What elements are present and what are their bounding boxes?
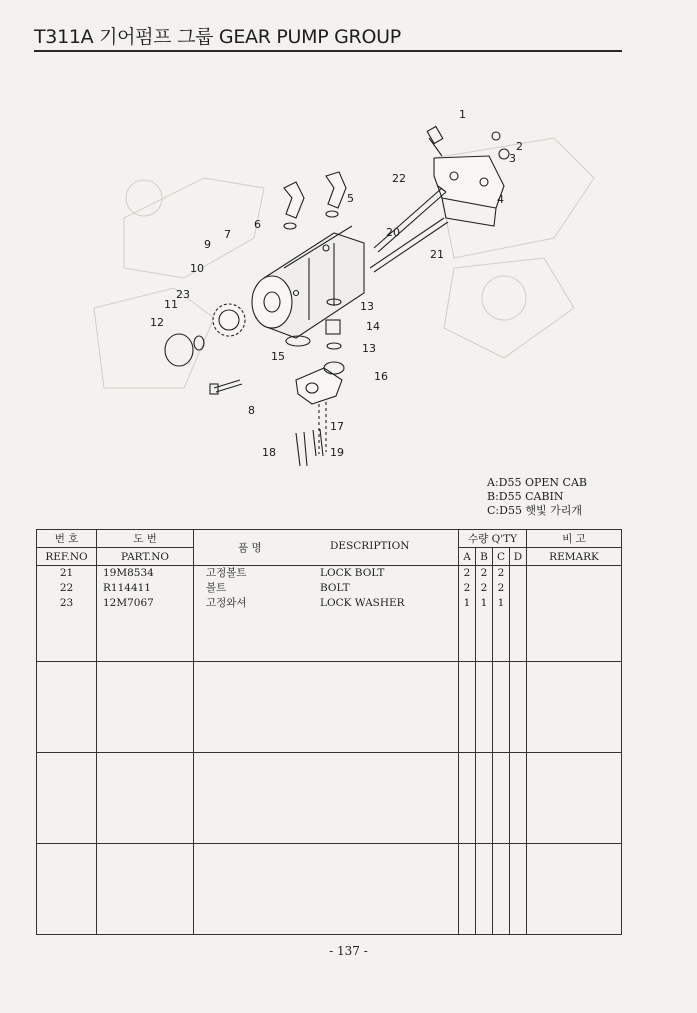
blank-row <box>37 692 622 707</box>
blank-row <box>37 813 622 828</box>
row-name-kr: 고정와셔 <box>206 597 247 609</box>
header-name-kr: 품 명 <box>238 542 262 554</box>
seal-12-11 <box>165 334 204 366</box>
row-ref: 22 <box>37 581 97 596</box>
row-qty-b: 1 <box>476 596 493 611</box>
callout-17: 17 <box>330 420 344 433</box>
header-part-kr: 도 번 <box>97 530 194 548</box>
row-part-no: R114411 <box>97 581 194 596</box>
row-description <box>194 566 459 582</box>
blank-row <box>37 859 622 874</box>
table-row <box>37 581 622 596</box>
row-qty-d <box>510 566 527 582</box>
blank-row <box>37 722 622 737</box>
callout-20: 20 <box>386 226 400 239</box>
table-row <box>37 596 622 611</box>
callout-13b: 13 <box>362 342 376 355</box>
parts-table <box>36 529 622 935</box>
exploded-diagram <box>34 58 622 478</box>
callout-23: 23 <box>176 288 190 301</box>
callout-1: 1 <box>459 108 466 121</box>
row-ref: 21 <box>37 566 97 582</box>
header-remark-kr: 비 고 <box>527 530 622 548</box>
callout-12: 12 <box>150 316 164 329</box>
mounting-bracket <box>427 126 509 226</box>
callout-9: 9 <box>204 238 211 251</box>
legend-c: C:D55 햇빛 가리개 <box>487 504 583 517</box>
callout-14: 14 <box>366 320 380 333</box>
row-part-no: 12M7067 <box>97 596 194 611</box>
header-ref-kr: 번 호 <box>37 530 97 548</box>
callout-13a: 13 <box>360 300 374 313</box>
callout-2: 2 <box>516 140 523 153</box>
header-qty-c: C <box>493 548 510 566</box>
callout-4: 4 <box>497 193 504 206</box>
callout-15: 15 <box>271 350 285 363</box>
header-qty-b: B <box>476 548 493 566</box>
blank-row <box>37 783 622 798</box>
page-title: T311A 기어펌프 그룹 GEAR PUMP GROUP <box>34 26 401 48</box>
callout-21: 21 <box>430 248 444 261</box>
row-qty-a: 2 <box>459 581 476 596</box>
blank-row <box>37 677 622 692</box>
rod-22 <box>374 186 446 252</box>
blank-row <box>37 904 622 919</box>
row-qty-a: 2 <box>459 566 476 582</box>
model-legend <box>487 476 587 518</box>
callout-8: 8 <box>248 404 255 417</box>
pump-body <box>252 226 364 338</box>
table-row <box>37 566 622 582</box>
row-name-kr: 고정볼트 <box>206 567 247 579</box>
blank-row <box>37 828 622 844</box>
header-desc-en: DESCRIPTION <box>330 540 410 552</box>
blank-row <box>37 626 622 641</box>
blank-row <box>37 611 622 626</box>
row-qty-b: 2 <box>476 566 493 582</box>
blank-row <box>37 641 622 662</box>
row-name-kr: 볼트 <box>206 582 227 594</box>
bolt-8 <box>210 380 242 394</box>
callout-5: 5 <box>347 192 354 205</box>
rod-21 <box>370 218 448 272</box>
blank-row <box>37 889 622 904</box>
row-remark <box>527 566 622 582</box>
row-qty-c: 1 <box>493 596 510 611</box>
row-qty-d <box>510 581 527 596</box>
row-desc-en: BOLT <box>320 582 350 594</box>
page-number: - 137 - <box>329 944 368 958</box>
header-qty-a: A <box>459 548 476 566</box>
header-qty: 수량 Q'TY <box>459 530 527 548</box>
row-qty-d <box>510 596 527 611</box>
callout-6: 6 <box>254 218 261 231</box>
blank-row <box>37 798 622 813</box>
header-remark-en: REMARK <box>527 548 622 566</box>
row-qty-c: 2 <box>493 581 510 596</box>
callout-19: 19 <box>330 446 344 459</box>
row-description <box>194 596 459 611</box>
row-remark <box>527 581 622 596</box>
header-description <box>194 530 459 566</box>
row-qty-b: 2 <box>476 581 493 596</box>
gear-23 <box>213 304 245 336</box>
row-description <box>194 581 459 596</box>
callout-11: 11 <box>164 298 178 311</box>
callout-22: 22 <box>392 172 406 185</box>
legend-b: B:D55 CABIN <box>487 490 564 503</box>
row-desc-en: LOCK BOLT <box>320 567 385 579</box>
elbow-fittings <box>284 172 346 229</box>
callout-16: 16 <box>374 370 388 383</box>
row-qty-c: 2 <box>493 566 510 582</box>
row-remark <box>527 596 622 611</box>
blank-row <box>37 753 622 769</box>
blank-row <box>37 707 622 722</box>
blank-row <box>37 919 622 935</box>
blank-row <box>37 768 622 783</box>
header-part-en: PART.NO <box>97 548 194 566</box>
callout-10: 10 <box>190 262 204 275</box>
blank-row <box>37 662 622 678</box>
title-rule <box>34 50 622 52</box>
header-ref-en: REF.NO <box>37 548 97 566</box>
row-desc-en: LOCK WASHER <box>320 597 405 609</box>
row-ref: 23 <box>37 596 97 611</box>
callout-7: 7 <box>224 228 231 241</box>
blank-row <box>37 874 622 889</box>
blank-row <box>37 844 622 860</box>
callout-18: 18 <box>262 446 276 459</box>
callout-3: 3 <box>509 152 516 165</box>
header-qty-d: D <box>510 548 527 566</box>
row-part-no: 19M8534 <box>97 566 194 582</box>
blank-row <box>37 737 622 753</box>
legend-a: A:D55 OPEN CAB <box>487 476 587 489</box>
row-qty-a: 1 <box>459 596 476 611</box>
